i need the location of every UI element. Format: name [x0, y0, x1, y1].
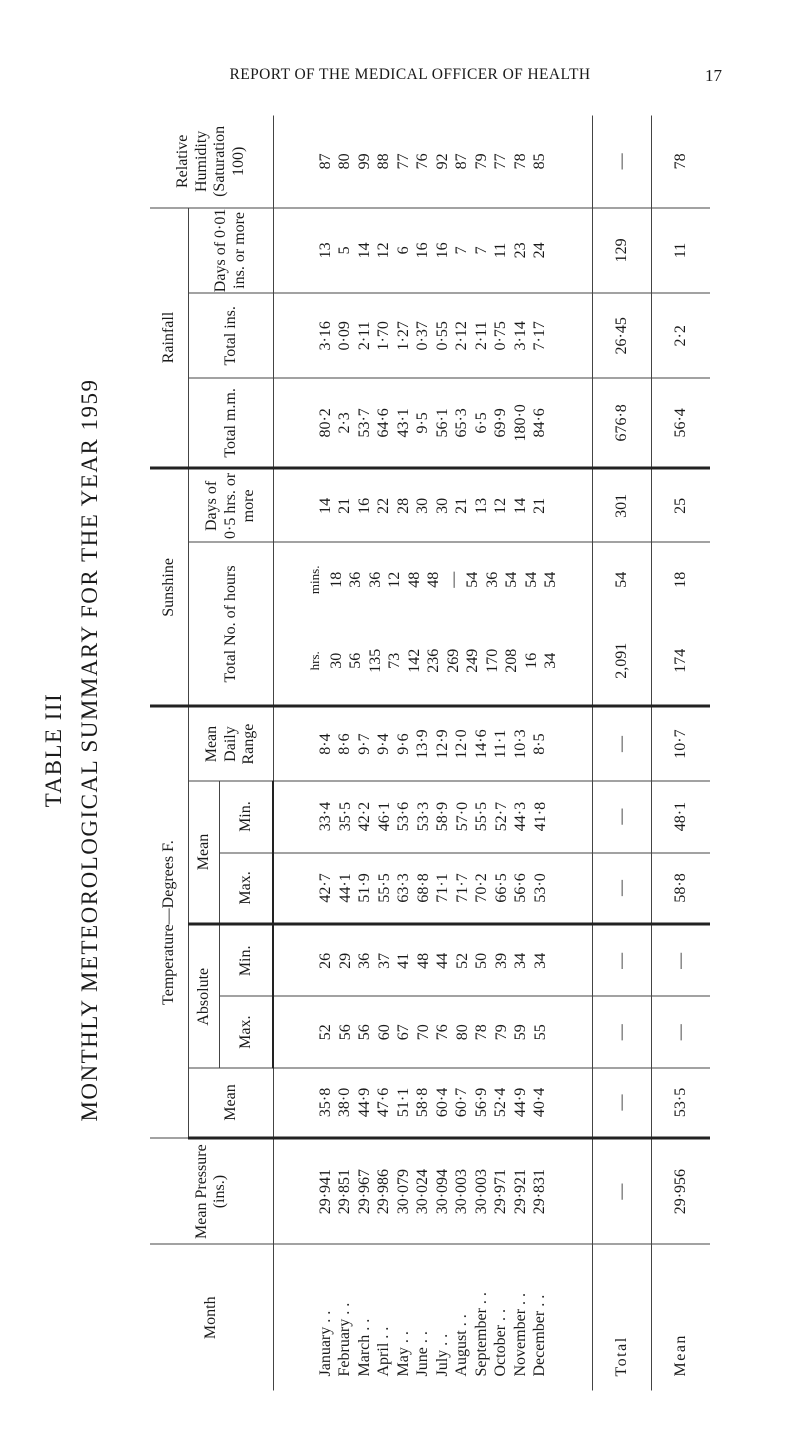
- table-cell: 16: [355, 497, 373, 514]
- table-cell: 21: [453, 497, 471, 514]
- col-pressure: Mean Pressure (ins.): [150, 1137, 273, 1244]
- table-cell: January . .: [316, 1310, 334, 1376]
- table-cell: 24: [531, 241, 549, 258]
- table-number: TABLE III: [41, 692, 66, 808]
- table-cell: 22: [375, 497, 393, 514]
- total-label: Total: [593, 1244, 652, 1390]
- table-cell: 8·4: [316, 732, 334, 755]
- table-cell: 78: [511, 152, 529, 169]
- table-cell: 29·941: [316, 1168, 334, 1214]
- table-cell: 76: [414, 152, 432, 169]
- group-mean: Mean: [189, 780, 220, 924]
- table-cell: 56: [356, 1023, 373, 1040]
- page-header: [130, 66, 722, 90]
- total-rain-days: 129: [593, 207, 652, 292]
- table-cell: 44·9: [355, 1087, 373, 1117]
- table-cell: 16: [414, 241, 432, 258]
- mean-temp-mean: 53·5: [652, 1068, 711, 1138]
- table-cell: 71·1: [434, 872, 451, 903]
- table-cell: 92: [433, 152, 451, 169]
- table-cell: 2·11: [472, 320, 490, 350]
- table-cell: 38·0: [336, 1087, 354, 1117]
- col-mean-min: Min.: [220, 780, 274, 852]
- col-rain-days: Days of 0·01 ins. or more: [189, 207, 274, 292]
- table-cell: 0·75: [492, 320, 510, 350]
- table-cell: 50: [473, 952, 490, 969]
- table-cell: 269: [444, 648, 462, 673]
- total-daily-range: —: [593, 706, 652, 780]
- table-cell: 69·9: [492, 407, 510, 438]
- table-cell: 9·7: [355, 732, 373, 755]
- table-cell: 29·986: [375, 1168, 393, 1214]
- table-cell: 3·14: [511, 320, 529, 350]
- table-cell: 53·3: [414, 801, 432, 831]
- mean-sun-days: 25: [652, 468, 711, 542]
- mean-max-values: [273, 852, 593, 924]
- table-cell: 9·4: [375, 732, 393, 755]
- table-cell: 79: [492, 1023, 510, 1040]
- table-cell: 28: [394, 497, 412, 514]
- table-caption: [41, 378, 102, 1122]
- table-cell: August . .: [453, 1313, 471, 1376]
- total-row: [593, 115, 652, 1390]
- humidity-values: [273, 115, 593, 207]
- mean-humidity: 78: [652, 115, 711, 207]
- table-cell: 51·1: [394, 1087, 412, 1117]
- table-cell: 78: [473, 1023, 490, 1040]
- table-cell: 10·3: [511, 728, 529, 759]
- meteorological-table-wrapper: [150, 115, 710, 1390]
- table-cell: 54: [503, 571, 520, 588]
- table-cell: 21: [336, 497, 354, 514]
- table-cell: 13: [472, 497, 490, 514]
- table-cell: 39: [492, 952, 510, 969]
- table-cell: 14: [316, 497, 334, 514]
- table-cell: 51·9: [356, 872, 373, 903]
- table-cell: 13: [316, 241, 334, 258]
- table-cell: 56·9: [472, 1087, 490, 1117]
- mean-mean-max: 58·8: [652, 852, 711, 924]
- table-cell: 79: [472, 152, 490, 169]
- total-rain-ins: 26·45: [593, 293, 652, 378]
- table-cell: 71·7: [453, 872, 471, 903]
- table-cell: 12: [492, 497, 510, 514]
- table-cell: 29·921: [511, 1168, 529, 1214]
- table-cell: 36: [347, 571, 364, 588]
- table-cell: 34: [512, 952, 529, 969]
- table-cell: 68·8: [414, 872, 432, 903]
- table-cell: 0·37: [414, 320, 432, 350]
- table-cell: 30·079: [394, 1168, 412, 1214]
- table-cell: 80: [336, 152, 354, 169]
- mean-daily-range: 10·7: [652, 706, 711, 780]
- table-cell: April . .: [375, 1326, 393, 1376]
- table-cell: 77: [394, 152, 412, 169]
- table-cell: 6: [394, 245, 412, 254]
- table-cell: 0·55: [433, 320, 451, 350]
- table-cell: 64·6: [375, 407, 393, 438]
- col-rain-mm: Total m.m.: [189, 378, 274, 468]
- group-temperature: Temperature—Degrees F.: [150, 706, 189, 1137]
- table-cell: 9·5: [414, 411, 432, 434]
- mean-abs-min: —: [652, 924, 711, 996]
- table-cell: 80: [453, 1023, 471, 1040]
- table-cell: 87: [316, 152, 334, 169]
- table-cell: 29·851: [336, 1168, 354, 1214]
- page-number: 17: [705, 66, 722, 85]
- mean-rain-mm: 56·4: [652, 378, 711, 468]
- table-cell: 36: [356, 952, 373, 969]
- col-month: Month: [150, 1244, 273, 1390]
- table-cell: 30·024: [414, 1168, 432, 1214]
- table-cell: 44: [434, 952, 451, 969]
- table-cell: 60·7: [453, 1087, 471, 1117]
- table-cell: 67: [395, 1023, 412, 1040]
- table-cell: 44·9: [511, 1087, 529, 1117]
- table-cell: 43·1: [394, 407, 412, 438]
- table-cell: May . .: [394, 1330, 412, 1376]
- table-cell: 58·9: [434, 801, 451, 831]
- total-humidity: —: [593, 115, 652, 207]
- table-cell: 87: [453, 152, 471, 169]
- col-rain-ins: Total ins.: [189, 293, 274, 378]
- table-cell: 48: [425, 571, 442, 588]
- total-pressure: —: [593, 1137, 652, 1244]
- table-cell: 30·003: [453, 1168, 471, 1214]
- table-cell: 53·7: [355, 407, 373, 438]
- table-cell: 16: [433, 241, 451, 258]
- table-cell: November . .: [511, 1292, 529, 1376]
- unit-label: hrs.: [307, 650, 322, 670]
- table-cell: 37: [375, 952, 393, 969]
- total-sun-hours: 2,091: [593, 616, 652, 706]
- table-cell: 12: [375, 241, 393, 258]
- total-mean-max: —: [593, 852, 652, 924]
- table-cell: 8·5: [531, 732, 549, 755]
- table-cell: 53·6: [395, 801, 412, 831]
- table-cell: 44·1: [336, 872, 354, 903]
- table-cell: 54: [522, 571, 540, 588]
- table-cell: September . .: [472, 1291, 490, 1376]
- col-abs-max: Max.: [220, 996, 274, 1068]
- table-cell: 59: [512, 1023, 529, 1040]
- table-cell: 34: [542, 652, 559, 669]
- table-cell: 35·8: [316, 1087, 334, 1117]
- table-cell: 77: [492, 152, 510, 169]
- table-cell: 84·6: [531, 407, 549, 438]
- table-cell: 73: [386, 652, 403, 669]
- table-cell: 2·12: [453, 320, 471, 350]
- mean-mean-min: 48·1: [652, 780, 711, 852]
- table-cell: 35·5: [336, 801, 354, 831]
- col-daily-range: Mean Daily Range: [189, 706, 274, 780]
- table-cell: 9·6: [394, 732, 412, 755]
- table-cell: 0·09: [336, 320, 354, 350]
- table-cell: 46·1: [375, 801, 393, 831]
- table-cell: 2·3: [336, 411, 354, 434]
- mean-label: Mean: [652, 1244, 711, 1390]
- table-cell: 57·0: [453, 801, 471, 831]
- table-cell: 8·6: [336, 732, 354, 755]
- table-cell: 99: [355, 152, 373, 169]
- table-cell: 52: [317, 1023, 334, 1040]
- table-cell: 52·7: [492, 801, 510, 831]
- table-cell: 55·5: [473, 801, 490, 831]
- table-cell: 7·17: [531, 320, 549, 350]
- table-cell: 42·7: [317, 872, 334, 903]
- table-cell: 170: [483, 648, 501, 673]
- col-mean-max: Max.: [220, 852, 274, 924]
- table-cell: 33·4: [317, 801, 334, 831]
- table-cell: 36: [483, 571, 501, 588]
- table-cell: 1·70: [375, 320, 393, 350]
- table-cell: 12: [386, 571, 403, 588]
- total-abs-min: —: [593, 924, 652, 996]
- table-cell: 47·6: [375, 1087, 393, 1117]
- table-cell: 55·5: [375, 872, 393, 903]
- table-cell: 36: [366, 571, 384, 588]
- rain-ins-values: [273, 293, 593, 378]
- meteorological-table: [150, 115, 710, 1390]
- table-cell: 14: [355, 241, 373, 258]
- mean-sun-minutes: 18: [652, 542, 711, 616]
- col-temp-mean: Mean: [189, 1068, 274, 1138]
- table-cell: 63·3: [395, 872, 412, 903]
- table-cell: 208: [503, 648, 520, 673]
- table-cell: 52·4: [492, 1087, 510, 1117]
- total-sun-minutes: 54: [593, 542, 652, 616]
- report-title: REPORT OF THE MEDICAL OFFICER OF HEALTH: [229, 66, 591, 83]
- table-cell: 56: [347, 652, 364, 669]
- table-cell: 53·0: [531, 872, 549, 903]
- table-cell: 66·5: [492, 872, 510, 903]
- table-cell: 80·2: [316, 407, 334, 438]
- table-cell: 30·094: [433, 1168, 451, 1214]
- table-cell: 29·971: [492, 1168, 510, 1214]
- pressure-values: [273, 1137, 593, 1244]
- table-cell: 30: [414, 497, 432, 514]
- table-cell: 13·9: [414, 728, 432, 759]
- table-cell: 76: [434, 1023, 451, 1040]
- table-cell: July . .: [433, 1333, 451, 1376]
- table-cell: 41·8: [531, 801, 549, 831]
- unit-label: mins.: [307, 565, 322, 594]
- table-cell: 11: [492, 242, 510, 258]
- table-cell: 29·831: [531, 1168, 549, 1214]
- table-cell: 85: [531, 152, 549, 169]
- table-cell: 1·27: [394, 320, 412, 350]
- table-cell: 56·1: [433, 407, 451, 438]
- table-cell: 3·16: [316, 320, 334, 350]
- table-cell: 16: [522, 652, 540, 669]
- table-cell: 7: [472, 245, 490, 254]
- table-cell: 6·5: [472, 411, 490, 434]
- table-cell: 30·003: [472, 1168, 490, 1214]
- total-abs-max: —: [593, 996, 652, 1068]
- table-cell: 44·3: [512, 801, 529, 831]
- table-cell: 29·967: [355, 1168, 373, 1214]
- month-list: [273, 1244, 593, 1390]
- table-cell: 70: [414, 1023, 432, 1040]
- table-cell: 26: [317, 952, 334, 969]
- table-cell: March . .: [355, 1318, 373, 1376]
- table-cell: February . .: [336, 1302, 354, 1376]
- table-cell: —: [444, 571, 462, 588]
- table-cell: 54: [464, 571, 481, 588]
- table-cell: 14·6: [472, 728, 490, 759]
- table-cell: 12·9: [433, 728, 451, 759]
- table-cell: 14: [511, 497, 529, 514]
- table-cell: 58·8: [414, 1087, 432, 1117]
- mean-pressure: 29·956: [652, 1137, 711, 1244]
- table-heading: MONTHLY METEOROLOGICAL SUMMARY FOR THE YEAR 1959: [77, 378, 102, 1122]
- group-absolute: Absolute: [189, 924, 220, 1068]
- table-cell: 55: [531, 1023, 549, 1040]
- table-cell: 249: [464, 648, 481, 673]
- col-sun-total: Total No. of hours: [189, 542, 274, 706]
- col-sun-days: Days of 0·5 hrs. or more: [189, 468, 274, 542]
- table-cell: 180·0: [511, 403, 529, 442]
- table-cell: 40·4: [531, 1087, 549, 1117]
- table-cell: 41: [395, 952, 412, 969]
- table-cell: 142: [405, 648, 423, 673]
- table-cell: 11·1: [492, 729, 510, 758]
- table-cell: 48: [414, 952, 432, 969]
- total-mean-min: —: [593, 780, 652, 852]
- table-cell: 88: [375, 152, 393, 169]
- rain-mm-values: [273, 378, 593, 468]
- table-cell: 23: [511, 241, 529, 258]
- sun-days-values: [273, 468, 593, 542]
- table-cell: 21: [531, 497, 549, 514]
- table-cell: 30: [433, 497, 451, 514]
- table-cell: 70·2: [473, 872, 490, 903]
- daily-range-values: [273, 706, 593, 780]
- table-cell: 54: [542, 571, 559, 588]
- abs-max-values: [273, 996, 593, 1068]
- table-cell: 56·6: [512, 872, 529, 903]
- table-cell: 29: [336, 952, 354, 969]
- mean-rain-days: 11: [652, 207, 711, 292]
- table-cell: 236: [425, 648, 442, 673]
- col-humidity: Relative Humidity (Saturation 100): [150, 115, 273, 207]
- group-rainfall: Rainfall: [150, 207, 189, 468]
- group-sunshine: Sunshine: [150, 468, 189, 706]
- sun-minutes-values: [273, 542, 593, 616]
- table-cell: June . .: [414, 1330, 432, 1376]
- table-cell: 34: [531, 952, 549, 969]
- temp-mean-values: [273, 1068, 593, 1138]
- mean-rain-ins: 2·2: [652, 293, 711, 378]
- abs-min-values: [273, 924, 593, 996]
- mean-min-values: [273, 780, 593, 852]
- table-cell: 12·0: [453, 728, 471, 759]
- table-cell: 56: [336, 1023, 354, 1040]
- table-cell: 18: [327, 571, 345, 588]
- table-cell: October . .: [492, 1308, 510, 1376]
- total-sun-days: 301: [593, 468, 652, 542]
- total-rain-mm: 676·8: [593, 378, 652, 468]
- table-cell: 65·3: [453, 407, 471, 438]
- mean-abs-max: —: [652, 996, 711, 1068]
- mean-row: [652, 115, 711, 1390]
- table-cell: 135: [366, 648, 384, 673]
- table-cell: 48: [405, 571, 423, 588]
- rain-days-values: [273, 207, 593, 292]
- table-cell: 42·2: [356, 801, 373, 831]
- table-cell: 7: [453, 245, 471, 254]
- mean-sun-hours: 174: [652, 616, 711, 706]
- table-cell: 5: [336, 245, 354, 254]
- table-cell: 2·11: [355, 320, 373, 350]
- table-cell: December . .: [531, 1294, 549, 1376]
- sun-hours-values: [273, 616, 593, 706]
- total-temp-mean: —: [593, 1068, 652, 1138]
- table-cell: 30: [327, 652, 345, 669]
- table-cell: 52: [453, 952, 471, 969]
- table-cell: 60: [375, 1023, 393, 1040]
- col-abs-min: Min.: [220, 924, 274, 996]
- table-cell: 60·4: [433, 1087, 451, 1117]
